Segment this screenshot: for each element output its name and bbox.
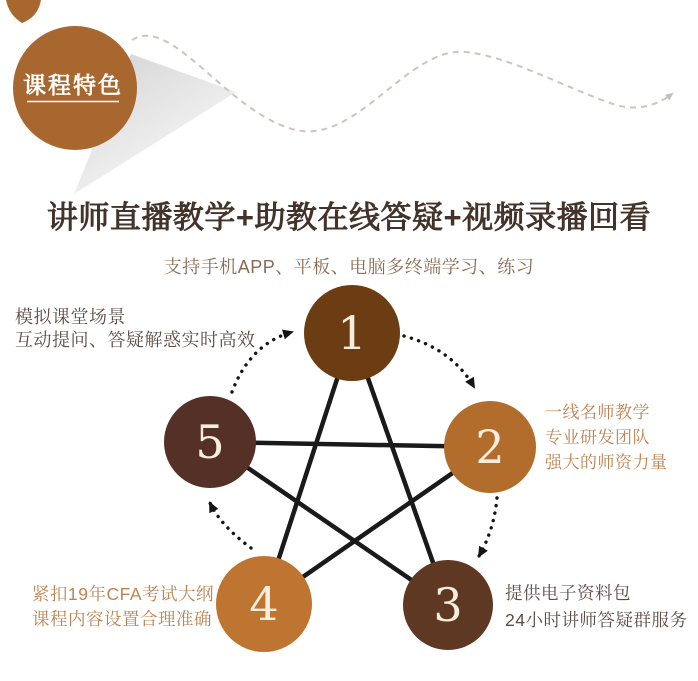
label-line: 专业研发团队 — [545, 428, 650, 447]
node-3-number: 3 — [433, 578, 463, 632]
label-line: 24小时讲师答疑群服务 — [505, 610, 688, 630]
label-line: 强大的师资力量 — [545, 453, 668, 472]
label-line: 紧扣19年CFA考试大纲 — [32, 584, 214, 604]
label-top: 支持手机APP、平板、电脑多终端学习、练习 — [163, 257, 535, 277]
arrow-2-to-3 — [479, 498, 497, 556]
label-right — [545, 400, 668, 475]
label-line: 提供电子资料包 — [505, 583, 631, 603]
page-title: 讲师直播教学+助教在线答疑+视频录播回看 — [46, 200, 652, 235]
badge-label: 课程特色 — [23, 72, 123, 98]
label-top-left — [15, 306, 256, 352]
label-line: 课程内容设置合理准确 — [32, 609, 212, 629]
node-2-number: 2 — [475, 420, 505, 474]
label-line: 一线名师教学 — [545, 403, 650, 422]
badge-ribbon-corner — [6, 0, 41, 23]
label-line: 互动提问、答疑解惑实时高效 — [15, 330, 256, 350]
label-bottom-left — [32, 582, 214, 632]
wave-dotted-line — [132, 36, 672, 132]
arrow-4-to-5 — [210, 503, 251, 548]
label-line: 模拟课堂场景 — [15, 307, 126, 327]
arrow-1-to-2 — [404, 336, 474, 387]
node-4-number: 4 — [249, 577, 279, 631]
node-1-number: 1 — [337, 306, 367, 360]
label-bottom-right — [505, 580, 687, 634]
node-5-number: 5 — [195, 415, 225, 469]
